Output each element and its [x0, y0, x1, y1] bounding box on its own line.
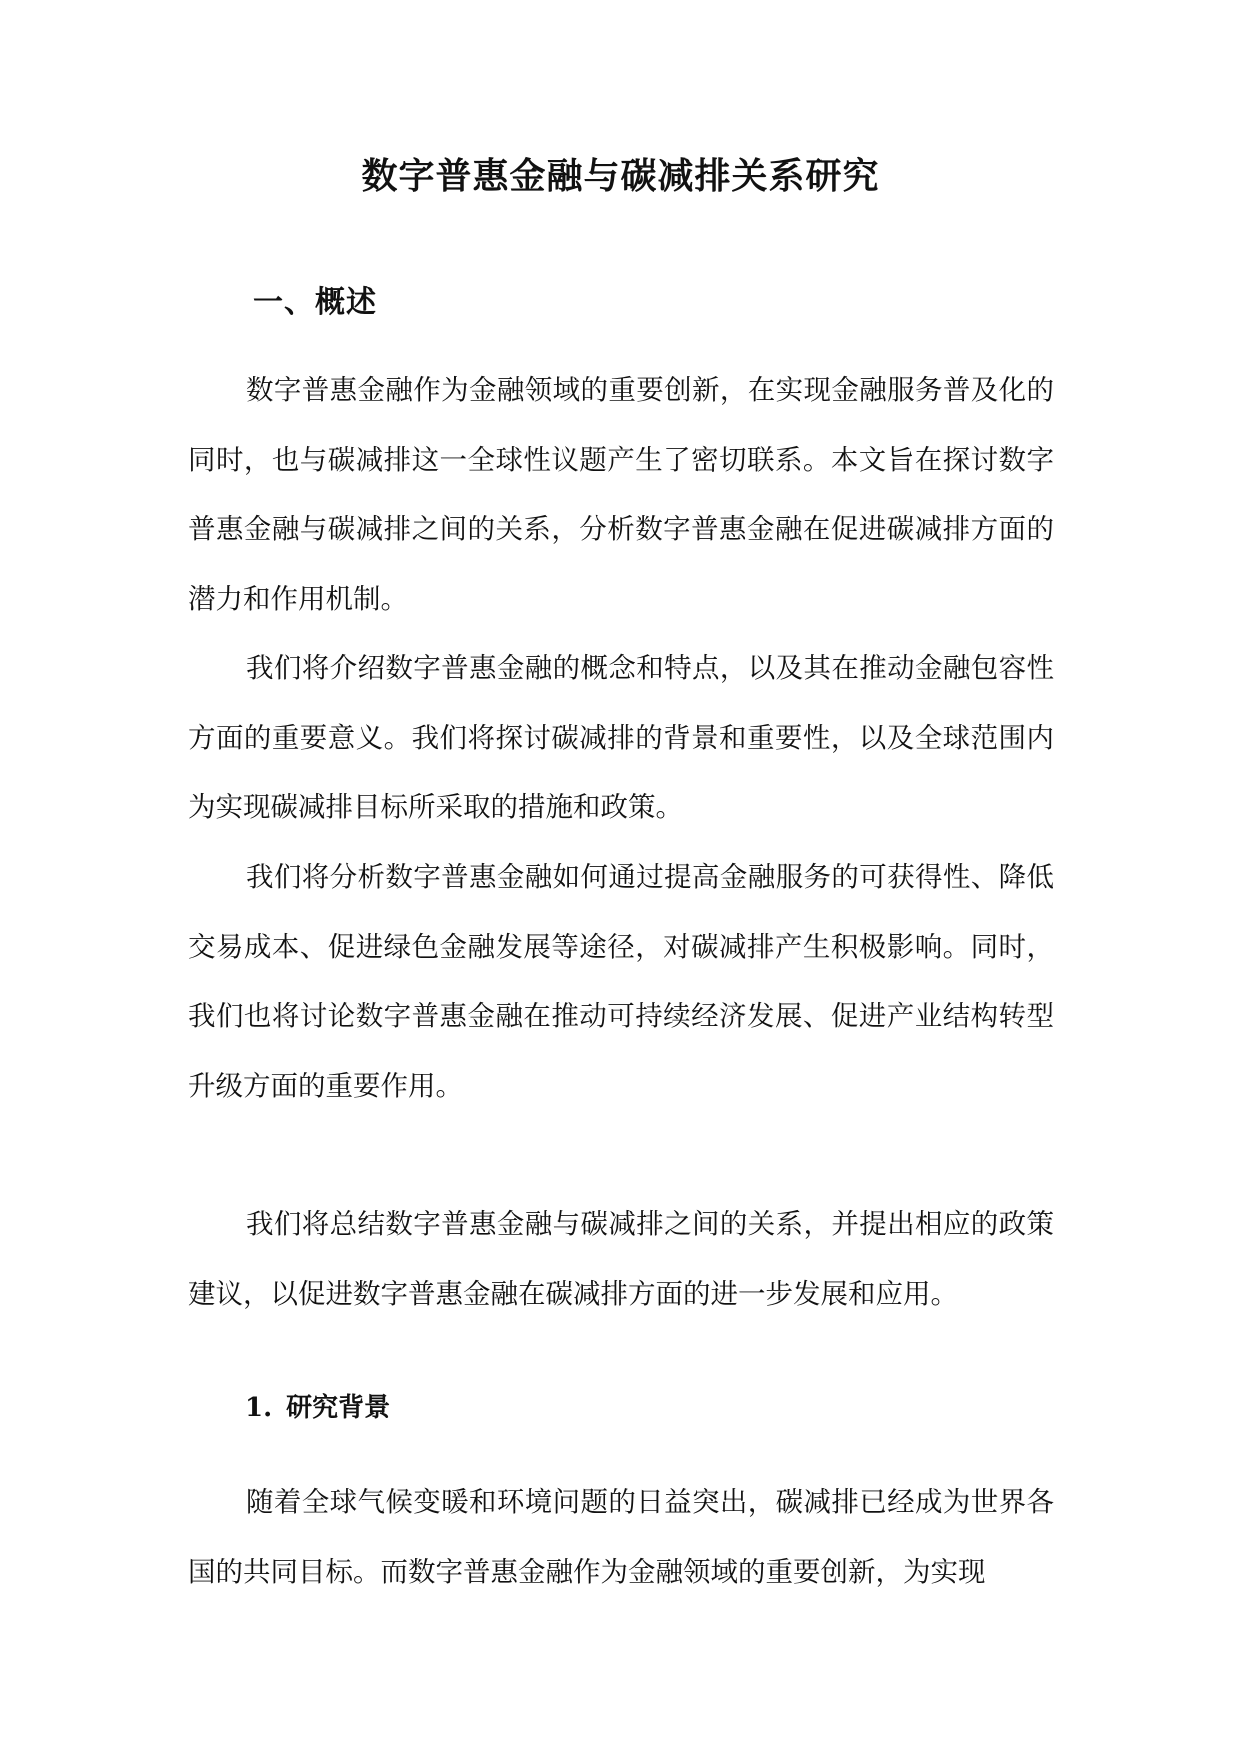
- subsection-number: 1.: [245, 1393, 273, 1423]
- subsection-heading-background: [245, 1388, 390, 1428]
- document-title: 数字普惠金融与碳减排关系研究: [361, 155, 880, 197]
- paragraph-summary: 我们将总结数字普惠金融与碳减排之间的关系，并提出相应的政策建议，以促进数字普惠金融在碳减排方面的进一步发展和应用。: [188, 1208, 1054, 1310]
- subsection-title: 研究背景: [286, 1393, 391, 1423]
- paragraph-background: 随着全球气候变暖和环境问题的日益突出，碳减排已经成为世界各国的共同目标。而数字普惠金融作为金融领域的重要创新，为实现: [188, 1486, 1054, 1588]
- paragraph-analysis: 我们将分析数字普惠金融如何通过提高金融服务的可获得性、降低交易成本、促进绿色金融发展等途径，对碳减排产生积极影响。同时，我们也将讨论数字普惠金融在推动可持续经济发展、促进产业结构转型升级方面的重要作用。: [188, 861, 1054, 1102]
- paragraph-concept: 我们将介绍数字普惠金融的概念和特点，以及其在推动金融包容性方面的重要意义。我们将探讨碳减排的背景和重要性，以及全球范围内为实现碳减排目标所采取的措施和政策。: [188, 652, 1054, 823]
- paragraph-intro: 数字普惠金融作为金融领域的重要创新，在实现金融服务普及化的同时，也与碳减排这一全球性议题产生了密切联系。本文旨在探讨数字普惠金融与碳减排之间的关系，分析数字普惠金融在促进碳减排方面的潜力和作用机制。: [188, 374, 1054, 615]
- section-heading-overview: 一、概述: [253, 285, 377, 320]
